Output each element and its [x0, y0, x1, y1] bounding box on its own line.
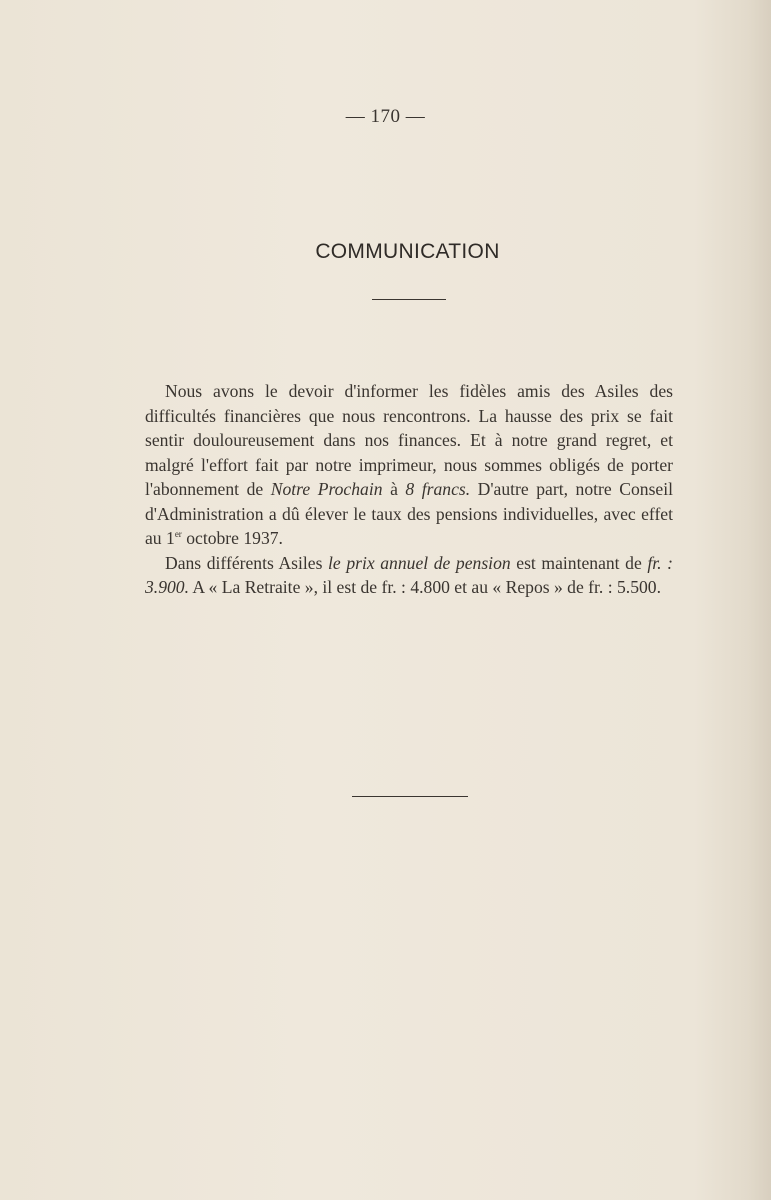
journal-name: Notre Prochain: [270, 479, 383, 499]
paragraph-1-text-3: D'autre part, notre Conseil d'Administration a dû élever le taux des pensions individuelles, avec effet au 1: [145, 479, 673, 548]
bottom-divider: [352, 796, 468, 797]
page-number: — 170 —: [345, 106, 426, 127]
annual-price-phrase: le prix annuel de pension: [328, 552, 511, 573]
paragraph-2-text-1: Dans différents Asiles: [165, 552, 329, 573]
top-divider: [372, 299, 446, 300]
paragraph-1-text-4: octobre 1937.: [181, 528, 283, 548]
paragraph-2-text-2: est maintenant de: [510, 552, 648, 573]
pension-price: fr. : 3.900.: [145, 552, 673, 597]
subscription-price: 8 francs.: [405, 479, 471, 499]
paragraph-1: [145, 379, 673, 551]
paragraph-1-text-2: à: [382, 479, 406, 499]
ordinal-superscript: er: [174, 529, 182, 539]
page-title: COMMUNICATION: [315, 240, 500, 263]
body-text: [145, 379, 673, 600]
paragraph-2: [145, 551, 673, 600]
paragraph-1-text-1: Nous avons le devoir d'informer les fidèles amis des Asiles des difficultés financières que nous rencontrons. La hausse des prix se fait sentir douloureusement dans nos finances. Et à notre grand regret, et malgré l'effort fait par notre imprimeur, nous sommes obligés de porter l'abonnement de: [145, 381, 673, 499]
paragraph-2-text-3: A « La Retraite », il est de fr. : 4.800 et au « Repos » de fr. : 5.500.: [188, 577, 661, 597]
